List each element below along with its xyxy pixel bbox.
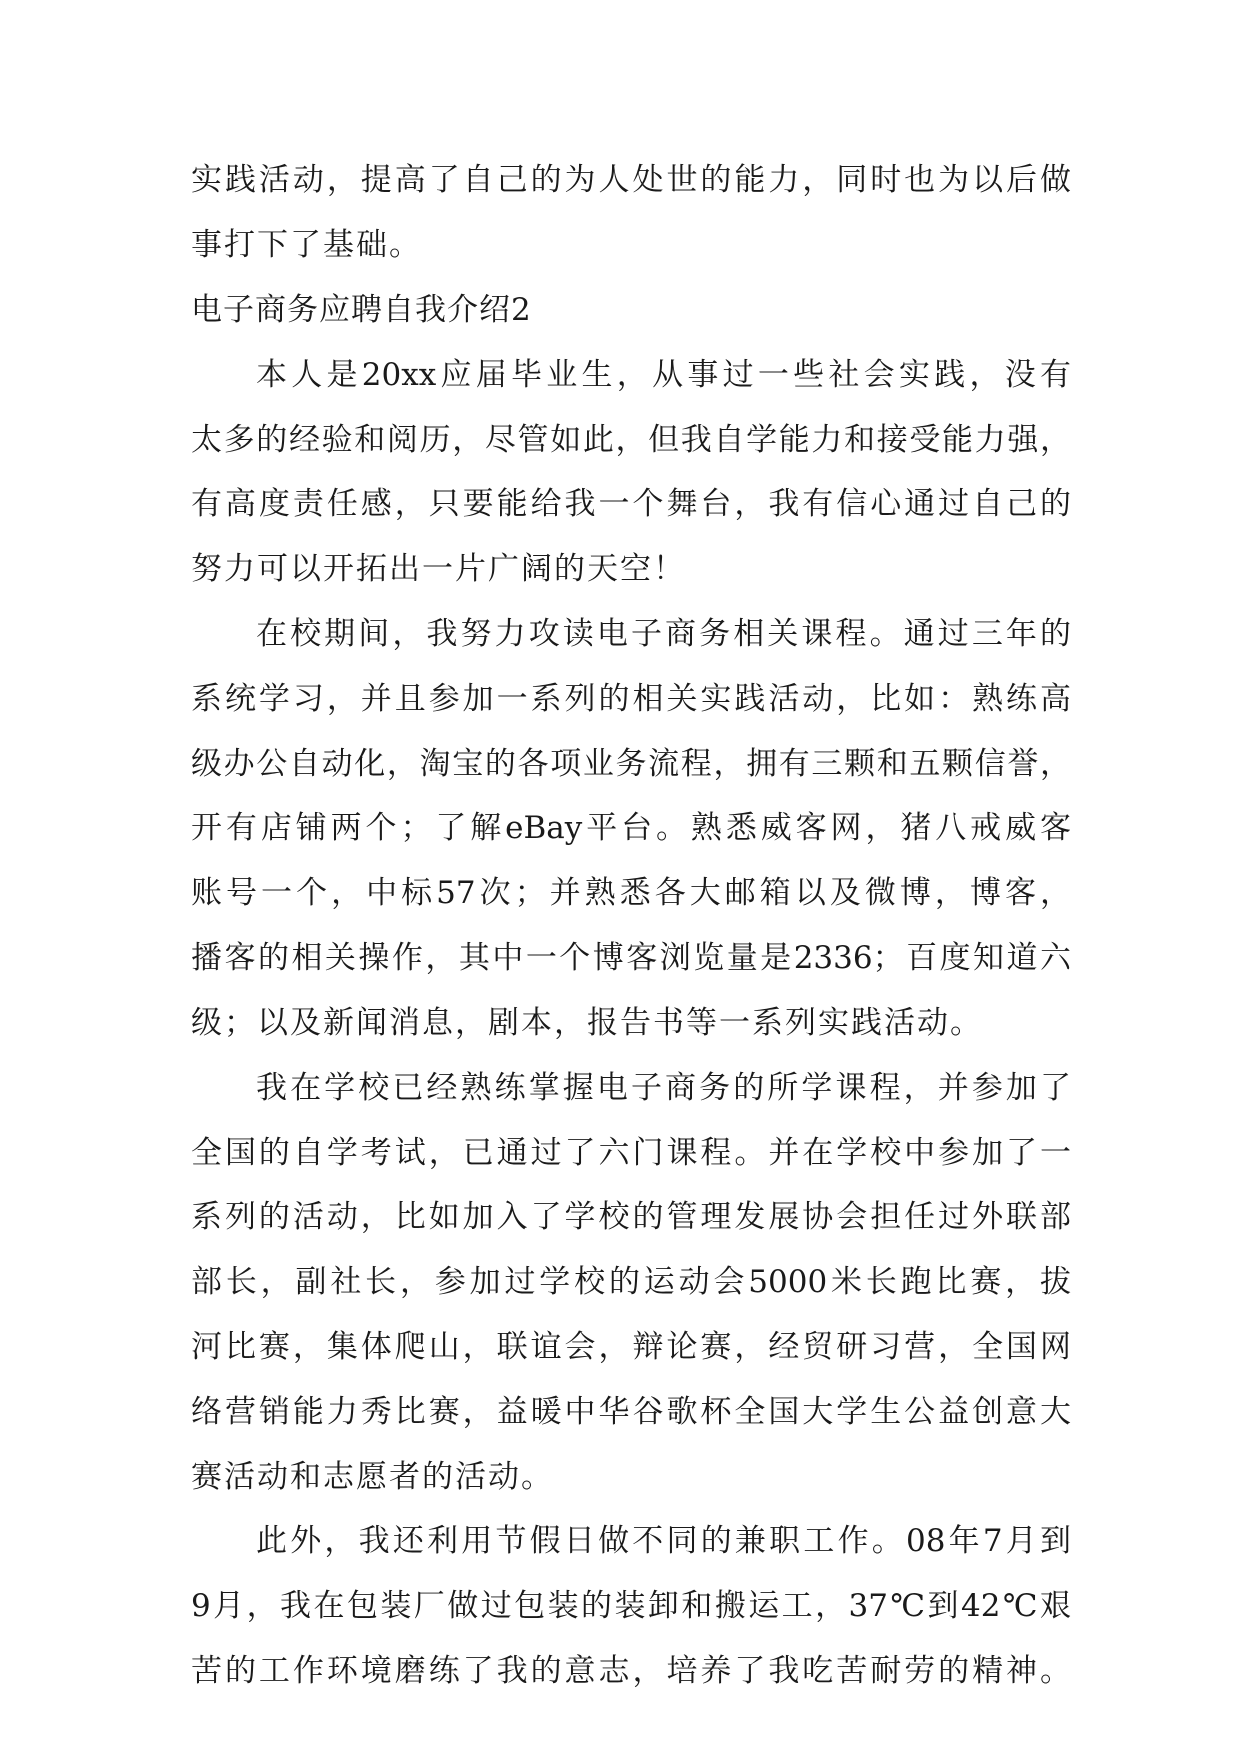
text-line: 络营销能力秀比赛，益暖中华谷歌杯全国大学生公益创意大	[191, 1394, 1071, 1430]
text-line: 播客的相关操作，其中一个博客浏览量是2336；百度知道六	[191, 940, 1071, 976]
text-line: 级；以及新闻消息，剧本，报告书等一系列实践活动。	[191, 1005, 983, 1041]
text-line: 部长，副社长，参加过学校的运动会5000米长跑比赛，拔	[191, 1264, 1071, 1300]
text-line: 系列的活动，比如加入了学校的管理发展协会担任过外联部	[191, 1199, 1071, 1235]
text-line: 系统学习，并且参加一系列的相关实践活动，比如：熟练高	[191, 681, 1071, 717]
text-line: 有高度责任感，只要能给我一个舞台，我有信心通过自己的	[191, 486, 1071, 522]
text-line: 账号一个，中标57次；并熟悉各大邮箱以及微博，博客，	[191, 875, 1071, 911]
text-line: 本人是20xx应届毕业生，从事过一些社会实践，没有	[256, 357, 1071, 393]
text-line: 太多的经验和阅历，尽管如此，但我自学能力和接受能力强，	[191, 422, 1071, 458]
text-line: 努力可以开拓出一片广阔的天空！	[191, 551, 686, 587]
text-line: 开有店铺两个；了解eBay平台。熟悉威客网，猪八戒威客	[191, 810, 1071, 846]
text-line: 9月，我在包装厂做过包装的装卸和搬运工，37℃到42℃艰	[191, 1588, 1071, 1624]
text-line: 赛活动和志愿者的活动。	[191, 1459, 554, 1495]
text-line: 此外，我还利用节假日做不同的兼职工作。08年7月到	[256, 1523, 1071, 1559]
text-line: 我在学校已经熟练掌握电子商务的所学课程，并参加了	[256, 1070, 1071, 1106]
text-line: 事打下了基础。	[191, 227, 422, 263]
text-line: 河比赛，集体爬山，联谊会，辩论赛，经贸研习营，全国网	[191, 1329, 1071, 1365]
text-line: 苦的工作环境磨练了我的意志，培养了我吃苦耐劳的精神。	[191, 1653, 1071, 1689]
text-line: 全国的自学考试，已通过了六门课程。并在学校中参加了一	[191, 1135, 1071, 1171]
section-heading: 电子商务应聘自我介绍2	[191, 292, 532, 328]
text-line: 实践活动，提高了自己的为人处世的能力，同时也为以后做	[191, 162, 1071, 198]
text-line: 级办公自动化，淘宝的各项业务流程，拥有三颗和五颗信誉，	[191, 746, 1071, 782]
text-line: 在校期间，我努力攻读电子商务相关课程。通过三年的	[256, 616, 1071, 652]
